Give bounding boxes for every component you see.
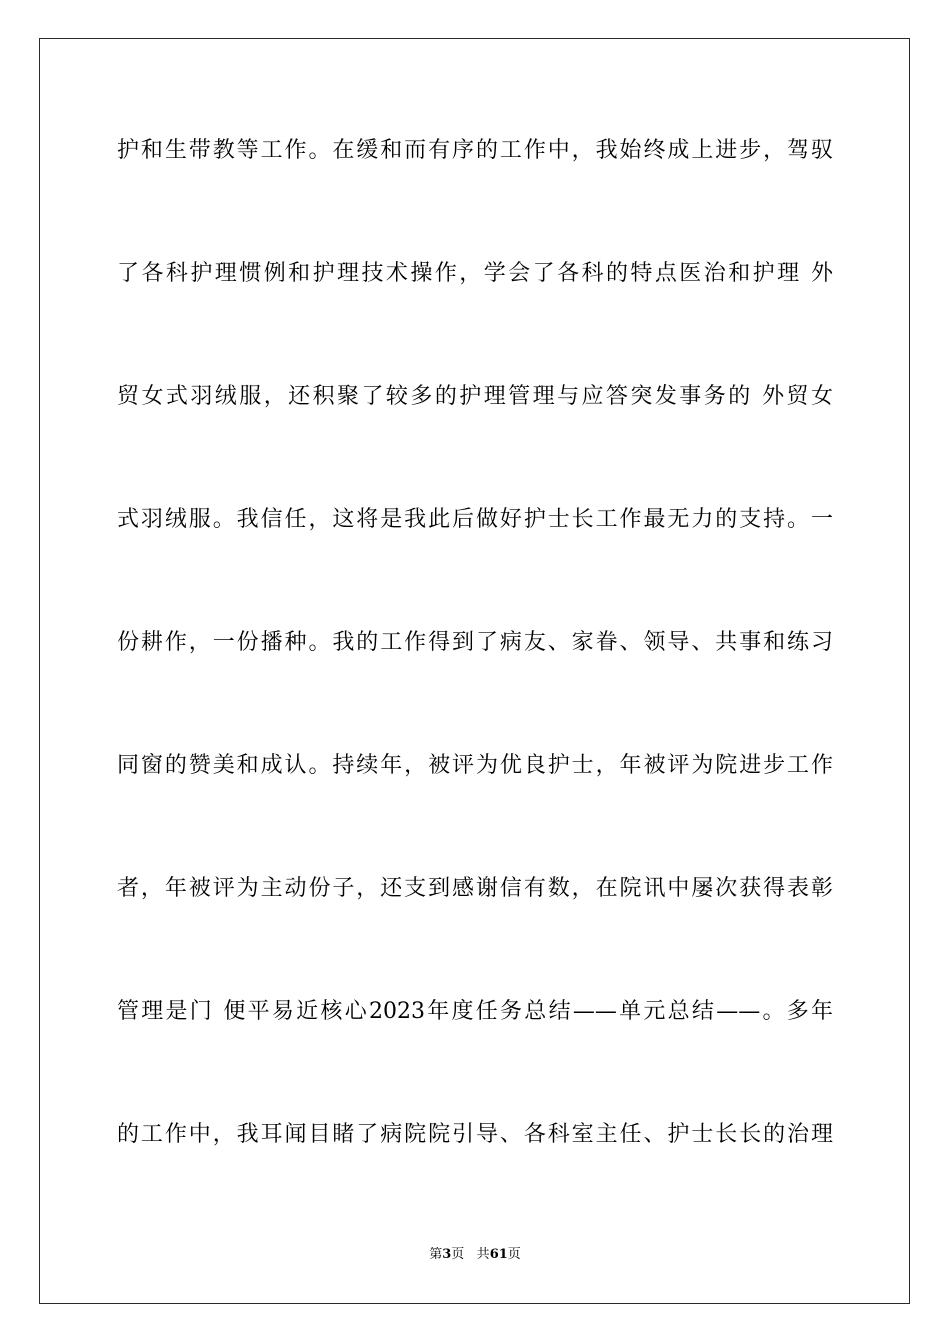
body-line-9: 的工作中，我耳闻目睹了病院院引导、各科室主任、护士长长的治理 [117, 1122, 833, 1147]
body-line-2: 了各科护理惯例和护理技术操作，学会了各科的特点医治和护理 外 [117, 261, 833, 286]
body-line-4: 式羽绒服。我信任，这将是我此后做好护士长工作最无力的支持。一 [117, 507, 833, 532]
total-pages-number: 61 [489, 1247, 508, 1262]
page-footer [0, 1246, 950, 1264]
page-prefix: 第 [429, 1247, 443, 1262]
body-line-6: 同窗的赞美和成认。持续年，被评为优良护士，年被评为院进步工作 [117, 753, 833, 778]
page-border [39, 38, 910, 1304]
body-line-7: 者，年被评为主动份子，还支到感谢信有数，在院讯中屡次获得表彰 [117, 876, 833, 901]
current-page-number: 3 [442, 1247, 452, 1262]
body-line-8: 管理是门 便平易近核心2023年度任务总结——单元总结——。多年 [117, 999, 833, 1024]
body-line-5: 份耕作，一份播种。我的工作得到了病友、家眷、领导、共事和练习 [117, 630, 833, 655]
page-suffix: 页 [451, 1247, 465, 1262]
total-suffix: 页 [507, 1247, 521, 1262]
body-line-1: 护和生带教等工作。在缓和而有序的工作中，我始终成上进步，驾驭 [117, 138, 833, 163]
total-prefix: 共 [476, 1247, 490, 1262]
body-line-3: 贸女式羽绒服，还积聚了较多的护理管理与应答突发事务的 外贸女 [117, 384, 833, 409]
